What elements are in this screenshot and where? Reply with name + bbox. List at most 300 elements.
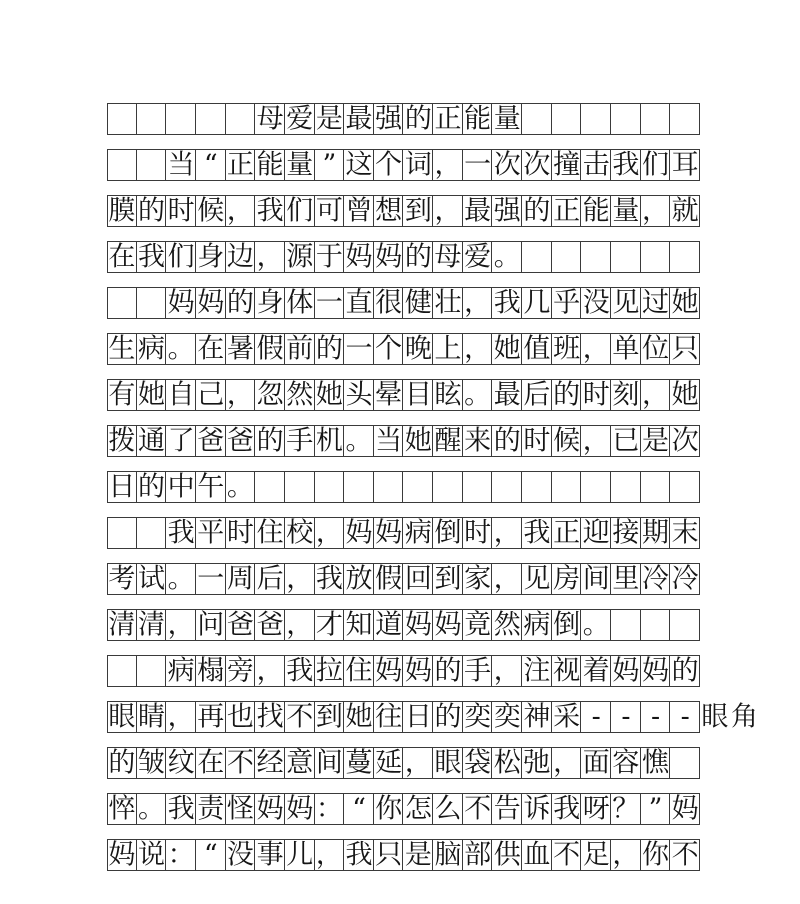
grid-character: 拉: [315, 655, 343, 687]
grid-character: ，: [493, 563, 521, 595]
grid-character: 注: [523, 655, 551, 687]
grid-character: 考: [108, 563, 136, 595]
grid-character: 爱: [464, 241, 492, 273]
grid-character: 自: [167, 379, 195, 411]
text-line: [107, 609, 700, 641]
grid-character: 的: [493, 425, 521, 457]
grid-character: 病: [523, 609, 551, 641]
grid-square: [522, 104, 552, 134]
grid-square: [433, 472, 463, 502]
grid-character: 日: [404, 701, 432, 733]
grid-character: 健: [404, 287, 432, 319]
grid-character: 的: [315, 333, 343, 365]
grid-character: 爱: [286, 103, 314, 135]
grid-character: ，: [582, 333, 610, 365]
grid-character: 神: [523, 701, 551, 733]
grid-character: 知: [345, 609, 373, 641]
grid-square: [522, 242, 552, 272]
text-line: [107, 655, 700, 687]
grid-character: -: [680, 701, 690, 733]
grid-character: “: [352, 793, 366, 825]
grid-character: 能: [582, 195, 610, 227]
grid-square: [552, 242, 582, 272]
grid-square: [641, 104, 671, 134]
grid-character: 们: [167, 241, 195, 273]
grid-character: 袋: [464, 747, 492, 779]
grid-character: 几: [523, 287, 551, 319]
grid-square: [552, 104, 582, 134]
grid-character: 撞: [553, 149, 581, 181]
grid-character: 奕: [464, 701, 492, 733]
grid-character: 于: [315, 241, 343, 273]
grid-character: ，: [434, 195, 462, 227]
grid-character: 时: [167, 195, 195, 227]
grid-square: [611, 610, 641, 640]
grid-character: 事: [256, 839, 284, 871]
grid-character: 病: [167, 655, 195, 687]
grid-character: ，: [315, 517, 343, 549]
grid-character: 时: [464, 517, 492, 549]
grid-character: 妈: [671, 793, 699, 825]
grid-character: 期: [642, 517, 670, 549]
grid-character: 只: [375, 839, 403, 871]
grid-character: 里: [612, 563, 640, 595]
grid-square: [611, 242, 641, 272]
grid-character: 想: [375, 195, 403, 227]
grid-character: 壮: [434, 287, 462, 319]
grid-character: 强: [375, 103, 403, 135]
grid-character: 母: [434, 241, 462, 273]
grid-character: 这: [345, 149, 373, 181]
grid-character: 当: [167, 149, 195, 181]
grid-character: 我: [345, 839, 373, 871]
grid-character: 班: [553, 333, 581, 365]
grid-character: 妈: [404, 609, 432, 641]
grid-character: 假: [375, 563, 403, 595]
grid-character: 头: [345, 379, 373, 411]
grid-character: 很: [375, 287, 403, 319]
grid-character: 来: [464, 425, 492, 457]
grid-character: ，: [315, 839, 343, 871]
grid-character: 她: [671, 379, 699, 411]
grid-character: 膜: [108, 195, 136, 227]
grid-character: 说: [137, 839, 165, 871]
grid-character: 末: [671, 517, 699, 549]
grid-character: 才: [315, 609, 343, 641]
grid-character: 生: [108, 333, 136, 365]
grid-character: 在: [197, 747, 225, 779]
grid-character: 最: [464, 195, 492, 227]
grid-character: 。: [493, 241, 521, 273]
grid-character: 妈: [197, 287, 225, 319]
grid-character: 。: [345, 425, 373, 457]
grid-square: [344, 472, 374, 502]
grid-character: 在: [197, 333, 225, 365]
grid-square: [137, 518, 167, 548]
grid-character: 的: [523, 195, 551, 227]
grid-character: 血: [523, 839, 551, 871]
grid-character: 手: [464, 655, 492, 687]
grid-square: [226, 104, 256, 134]
grid-square: [166, 104, 196, 134]
grid-character: 然: [493, 609, 521, 641]
grid-character: ，: [167, 701, 195, 733]
grid-character: 怪: [226, 793, 254, 825]
grid-character: 往: [375, 701, 403, 733]
grid-character: 妈: [345, 241, 373, 273]
grid-character: 爸: [226, 425, 254, 457]
grid-character: 身: [197, 241, 225, 273]
grid-square: [611, 472, 641, 502]
text-line: [107, 241, 700, 273]
grid-character: 次: [493, 149, 521, 181]
grid-character: “: [203, 839, 218, 871]
grid-character: 冷: [671, 563, 699, 595]
grid-square: [374, 472, 404, 502]
text-line: [107, 701, 758, 733]
grid-character: 量: [286, 149, 314, 181]
grid-character: 。: [167, 333, 195, 365]
grid-square: [611, 104, 641, 134]
grid-square: [492, 472, 522, 502]
grid-character: ，: [612, 839, 640, 871]
grid-character: 容: [612, 747, 640, 779]
grid-character: 的: [434, 655, 462, 687]
grid-character: 蔓: [345, 747, 373, 779]
grid-square: [670, 610, 700, 640]
grid-character: 目: [404, 379, 432, 411]
grid-character: 有: [108, 379, 136, 411]
grid-character: 就: [671, 195, 699, 227]
grid-character: 母: [256, 103, 284, 135]
grid-character: 竟: [464, 609, 492, 641]
grid-character: 后: [523, 379, 551, 411]
grid-character: 妈: [375, 655, 403, 687]
grid-square: [670, 242, 700, 272]
grid-character: 的: [256, 425, 284, 457]
grid-character: 憔: [642, 747, 670, 779]
grid-character: 眼: [108, 701, 136, 733]
grid-character: 校: [286, 517, 314, 549]
grid-character: 我: [167, 793, 195, 825]
grid-character: 的: [137, 471, 165, 503]
grid-character: 周: [226, 563, 254, 595]
grid-character: 我: [137, 241, 165, 273]
grid-square: [552, 472, 582, 502]
grid-character: 忽: [256, 379, 284, 411]
grid-character: 见: [612, 287, 640, 319]
grid-square: [107, 150, 137, 180]
grid-character: 不: [464, 793, 492, 825]
grid-character: 家: [464, 563, 492, 595]
grid-character: 。: [226, 471, 254, 503]
grid-character: 她: [137, 379, 165, 411]
grid-character: 她: [671, 287, 699, 319]
grid-character: ，: [286, 563, 314, 595]
grid-character: 没: [226, 839, 254, 871]
grid-character: 不: [671, 839, 699, 871]
grid-character: 面: [582, 747, 610, 779]
grid-character: 假: [256, 333, 284, 365]
grid-character: 问: [197, 609, 225, 641]
grid-character: 词: [404, 149, 432, 181]
grid-character: 单: [612, 333, 640, 365]
grid-character: 的: [671, 655, 699, 687]
grid-character: 了: [167, 425, 195, 457]
grid-character: 能: [464, 103, 492, 135]
grid-character: 我: [167, 517, 195, 549]
grid-character: 的: [434, 701, 462, 733]
grid-character: 量: [612, 195, 640, 227]
grid-character: 冷: [642, 563, 670, 595]
grid-character: 意: [286, 747, 314, 779]
grid-character: ”: [322, 149, 337, 181]
grid-character: 曾: [345, 195, 373, 227]
grid-character: 是: [404, 839, 432, 871]
grid-square: [581, 472, 611, 502]
grid-character: 我: [256, 195, 284, 227]
grid-square: [107, 288, 137, 318]
grid-character: 时: [582, 379, 610, 411]
grid-character: 候: [197, 195, 225, 227]
grid-character: 住: [256, 517, 284, 549]
grid-character: ：: [167, 839, 195, 871]
composition-grid-paper: [107, 103, 758, 904]
grid-character: ，: [256, 655, 284, 687]
text-line: [107, 149, 700, 181]
grid-character: 我: [553, 793, 581, 825]
grid-character: 眼: [701, 701, 729, 733]
grid-character: 回: [404, 563, 432, 595]
grid-character: 妈: [612, 655, 640, 687]
grid-character: 弛: [523, 747, 551, 779]
grid-character: 着: [582, 655, 610, 687]
grid-character: 足: [582, 839, 610, 871]
grid-character: ，: [493, 517, 521, 549]
grid-character: 一: [345, 333, 373, 365]
grid-character: 可: [315, 195, 343, 227]
grid-character: 呀: [582, 793, 610, 825]
grid-character: 不: [553, 839, 581, 871]
grid-character: 己: [197, 379, 225, 411]
grid-character: 我: [493, 287, 521, 319]
text-line: [107, 471, 700, 503]
grid-character: 接: [612, 517, 640, 549]
grid-character: 奕: [493, 701, 521, 733]
text-line: [107, 793, 700, 825]
grid-character: 一: [464, 149, 492, 181]
grid-character: 时: [523, 425, 551, 457]
grid-character: 日: [108, 471, 136, 503]
grid-character: 清: [108, 609, 136, 641]
grid-character: 供: [493, 839, 521, 871]
grid-character: 倒: [434, 517, 462, 549]
grid-character: 妈: [256, 793, 284, 825]
grid-square: [107, 518, 137, 548]
grid-square: [107, 104, 137, 134]
grid-character: 的: [137, 195, 165, 227]
grid-character: 妈: [375, 517, 403, 549]
grid-character: 角: [730, 701, 758, 733]
grid-character: 见: [523, 563, 551, 595]
grid-character: 晕: [375, 379, 403, 411]
grid-character: 到: [315, 701, 343, 733]
grid-character: 我: [315, 563, 343, 595]
grid-character: 妈: [345, 517, 373, 549]
grid-character: 。: [582, 609, 610, 641]
grid-square: [196, 104, 226, 134]
text-line: [107, 747, 700, 779]
grid-character: 怎: [404, 793, 432, 825]
grid-character: 倒: [553, 609, 581, 641]
grid-character: 醒: [434, 425, 462, 457]
grid-character: 值: [523, 333, 551, 365]
grid-character: 通: [137, 425, 165, 457]
grid-character: 眼: [434, 747, 462, 779]
grid-character: ，: [256, 241, 284, 273]
grid-character: 妈: [404, 655, 432, 687]
grid-character: 旁: [226, 655, 254, 687]
grid-character: ，: [434, 149, 462, 181]
grid-character: 晚: [404, 333, 432, 365]
grid-character: 后: [256, 563, 284, 595]
grid-character: 爸: [226, 609, 254, 641]
grid-square: [581, 242, 611, 272]
grid-character: ，: [464, 333, 492, 365]
grid-character: 。: [464, 379, 492, 411]
grid-character: 皱: [137, 747, 165, 779]
text-line: [107, 195, 700, 227]
grid-character: 爸: [197, 425, 225, 457]
grid-square: [670, 472, 700, 502]
grid-character: ，: [404, 747, 432, 779]
grid-character: 们: [642, 149, 670, 181]
grid-character: 击: [582, 149, 610, 181]
grid-character: 们: [286, 195, 314, 227]
grid-character: 松: [493, 747, 521, 779]
grid-character: 到: [434, 563, 462, 595]
grid-character: 最: [493, 379, 521, 411]
grid-character: 正: [553, 195, 581, 227]
grid-character: 是: [642, 425, 670, 457]
grid-character: 儿: [286, 839, 314, 871]
grid-character: 边: [226, 241, 254, 273]
grid-square: [641, 242, 671, 272]
grid-character: 在: [108, 241, 136, 273]
grid-character: 责: [197, 793, 225, 825]
grid-character: 个: [375, 333, 403, 365]
grid-square: [315, 472, 345, 502]
grid-character: 耳: [671, 149, 699, 181]
grid-character: 妈: [108, 839, 136, 871]
grid-character: 诉: [523, 793, 551, 825]
grid-character: 到: [404, 195, 432, 227]
grid-character: 她: [315, 379, 343, 411]
grid-character: 然: [286, 379, 314, 411]
grid-character: 我: [612, 149, 640, 181]
grid-character: 也: [226, 701, 254, 733]
grid-character: 经: [256, 747, 284, 779]
grid-character: 拨: [108, 425, 136, 457]
grid-character: 妈: [286, 793, 314, 825]
grid-character: 当: [375, 425, 403, 457]
grid-character: 。: [167, 563, 195, 595]
grid-square: [404, 472, 434, 502]
grid-character: 的: [404, 241, 432, 273]
grid-character: 她: [493, 333, 521, 365]
grid-character: ，: [286, 609, 314, 641]
grid-square: [641, 472, 671, 502]
grid-character: 的: [108, 747, 136, 779]
grid-character: 已: [612, 425, 640, 457]
grid-character: 机: [315, 425, 343, 457]
grid-character: 妈: [375, 241, 403, 273]
text-line: [107, 287, 700, 319]
grid-character: 上: [434, 333, 462, 365]
grid-character: 的: [404, 103, 432, 135]
grid-square: [255, 472, 285, 502]
grid-character: -: [591, 701, 601, 733]
grid-character: 平: [197, 517, 225, 549]
grid-character: ，: [642, 379, 670, 411]
grid-character: 你: [375, 793, 403, 825]
grid-character: 视: [553, 655, 581, 687]
grid-character: 间: [582, 563, 610, 595]
grid-character: 眩: [434, 379, 462, 411]
grid-character: 身: [256, 287, 284, 319]
grid-character: 房: [553, 563, 581, 595]
grid-character: 再: [197, 701, 225, 733]
grid-character: 过: [642, 287, 670, 319]
grid-character: 中: [167, 471, 195, 503]
grid-character: 睛: [137, 701, 165, 733]
grid-character: “: [203, 149, 218, 181]
grid-square: [137, 656, 167, 686]
grid-square: [107, 656, 137, 686]
grid-character: 采: [553, 701, 581, 733]
grid-character: 源: [286, 241, 314, 273]
grid-character: 候: [553, 425, 581, 457]
grid-character: 直: [345, 287, 373, 319]
grid-character: 正: [226, 149, 254, 181]
text-line: [107, 839, 700, 871]
grid-character: 妈: [434, 609, 462, 641]
text-line: [107, 425, 700, 457]
grid-character: 时: [226, 517, 254, 549]
title-row: [107, 103, 700, 135]
grid-character: 手: [286, 425, 314, 457]
grid-character: 告: [493, 793, 521, 825]
grid-character: 是: [315, 103, 343, 135]
grid-character: 没: [582, 287, 610, 319]
grid-character: 间: [315, 747, 343, 779]
grid-character: 。: [137, 793, 165, 825]
grid-character: 午: [197, 471, 225, 503]
grid-character: 暑: [226, 333, 254, 365]
grid-character: ，: [582, 425, 610, 457]
grid-character: 妈: [167, 287, 195, 319]
grid-character: 试: [137, 563, 165, 595]
grid-character: 位: [642, 333, 670, 365]
grid-character: 能: [256, 149, 284, 181]
grid-character: 悴: [108, 793, 136, 825]
grid-character: 她: [404, 425, 432, 457]
grid-character: 正: [553, 517, 581, 549]
grid-character: 个: [375, 149, 403, 181]
grid-character: 清: [137, 609, 165, 641]
grid-character: 延: [375, 747, 403, 779]
grid-character: 乎: [553, 287, 581, 319]
